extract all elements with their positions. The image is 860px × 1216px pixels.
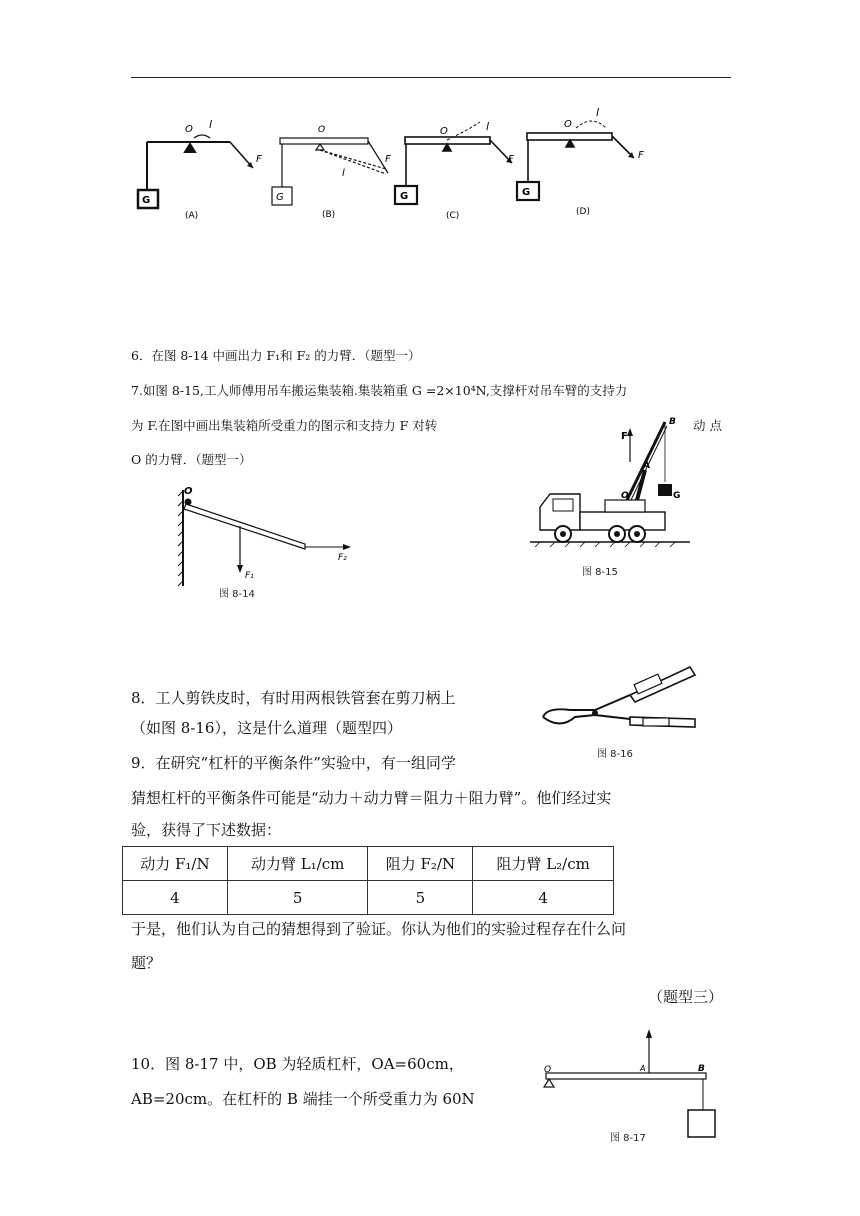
svg-text:O: O: [185, 124, 193, 135]
figure-8-15-caption: 图 8-15: [582, 567, 618, 578]
question-type-tag: （题型三）: [648, 988, 724, 1006]
table-cell: 4: [473, 881, 614, 915]
question-9-line-4: 于是，他们认为自己的猜想得到了验证。你认为他们的实验过程存在什么问: [131, 920, 627, 938]
svg-text:A: A: [643, 461, 650, 471]
svg-text:F: F: [256, 154, 262, 165]
svg-text:(A): (A): [185, 211, 199, 221]
svg-text:F₂: F₂: [338, 553, 347, 563]
table-row: [123, 881, 614, 915]
svg-text:G: G: [400, 191, 409, 202]
svg-text:(C): (C): [446, 211, 460, 221]
svg-text:F: F: [638, 150, 644, 161]
figure-8-14-caption: 图 8-14: [219, 589, 255, 600]
svg-text:O: O: [544, 1065, 552, 1075]
table-header-cell: 动力臂 L₁/cm: [227, 847, 368, 881]
question-8-line-1: 8．工人剪铁皮时，有时用两根铁管套在剪刀柄上: [131, 689, 456, 707]
diagram-b: [272, 138, 388, 205]
header-rule: [131, 77, 731, 78]
question-7-line-2: 为 F.在图中画出集装箱所受重力的图示和支持力 F 对转: [131, 418, 438, 433]
question-10-line-2: AB=20cm。在杠杆的 B 端挂一个所受重力为 60N: [131, 1090, 475, 1108]
lever-options-figure: [130, 106, 670, 225]
table-header-row: [123, 847, 614, 881]
svg-text:B: B: [669, 417, 676, 427]
svg-text:G: G: [522, 187, 531, 198]
diagram-c: [395, 122, 512, 204]
svg-text:O: O: [440, 126, 448, 137]
diagram-a: [138, 135, 253, 208]
question-6: 6．在图 8-14 中画出力 F₁和 F₂ 的力臂．（题型一）: [131, 348, 421, 363]
question-9-line-2: 猜想杠杆的平衡条件可能是“动力＋动力臂＝阻力＋阻力臂”。他们经过实: [131, 789, 612, 807]
svg-text:G: G: [276, 192, 284, 203]
question-7-line-2-tail: 动 点: [693, 418, 722, 433]
svg-text:O: O: [318, 125, 326, 135]
svg-text:l: l: [596, 106, 600, 119]
diagram-d: [517, 121, 634, 200]
svg-text:l: l: [342, 168, 345, 179]
svg-text:F₁: F₁: [245, 571, 254, 581]
table-cell: 5: [368, 881, 473, 915]
data-table: [122, 846, 614, 915]
question-7-line-3: O 的力臂．（题型一）: [131, 452, 252, 467]
svg-text:G: G: [142, 195, 151, 206]
svg-text:A: A: [640, 1064, 646, 1073]
table-cell: 5: [227, 881, 368, 915]
svg-text:l: l: [486, 120, 490, 133]
svg-text:O: O: [564, 119, 572, 130]
svg-text:O: O: [621, 491, 629, 501]
figure-8-16-caption: 图 8-16: [597, 749, 633, 760]
svg-text:(D): (D): [576, 207, 590, 217]
figure-8-14: [170, 478, 370, 588]
svg-text:F: F: [385, 154, 391, 165]
figure-8-15: [525, 412, 700, 552]
table-header-cell: 阻力臂 L₂/cm: [473, 847, 614, 881]
table-cell: 4: [123, 881, 228, 915]
svg-text:G: G: [673, 491, 681, 501]
question-8-line-2: （如图 8-16），这是什么道理（题型四）: [131, 719, 402, 737]
table-header-cell: 动力 F₁/N: [123, 847, 228, 881]
question-9-line-3: 验，获得了下述数据：: [131, 821, 282, 839]
figure-8-17: [536, 1025, 716, 1140]
question-9-line-5: 题？: [131, 954, 162, 972]
svg-text:F: F: [621, 431, 628, 442]
svg-text:l: l: [209, 118, 213, 131]
question-9-line-1: 9．在研究“杠杆的平衡条件”实验中，有一组同学: [131, 754, 456, 772]
question-10-line-1: 10．图 8-17 中，OB 为轻质杠杆，OA=60cm，: [131, 1055, 464, 1073]
figure-8-16: [535, 655, 700, 740]
svg-text:(B): (B): [322, 210, 336, 220]
table-header-cell: 阻力 F₂/N: [368, 847, 473, 881]
svg-text:F: F: [508, 154, 514, 165]
svg-text:O: O: [184, 486, 193, 497]
figure-8-17-caption: 图 8-17: [610, 1133, 646, 1144]
question-7-line-1: 7.如图 8-15,工人师傅用吊车搬运集装箱.集装箱重 G =2×10⁴N,支撑杆对吊车臂的支持力: [131, 383, 628, 398]
svg-text:B: B: [698, 1064, 705, 1074]
